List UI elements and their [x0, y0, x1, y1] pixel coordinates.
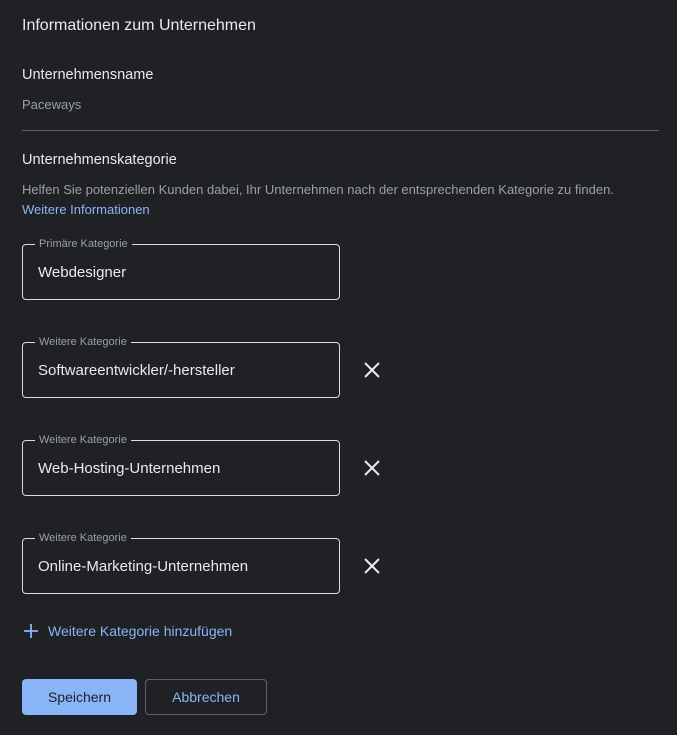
plus-icon: [22, 622, 40, 640]
additional-category-field-1[interactable]: [22, 336, 340, 398]
additional-category-field-2[interactable]: [22, 434, 340, 496]
primary-category-field[interactable]: [22, 238, 340, 300]
category-heading: Unternehmenskategorie: [22, 152, 177, 168]
section-title: Informationen zum Unternehmen: [22, 17, 256, 34]
additional-category-input-3[interactable]: [38, 539, 328, 593]
additional-category-input-1[interactable]: [38, 343, 328, 397]
save-button[interactable]: Speichern: [22, 679, 137, 715]
primary-category-label: Primäre Kategorie: [35, 237, 132, 251]
additional-category-input-2[interactable]: [38, 441, 328, 495]
business-name-value[interactable]: Paceways: [22, 97, 82, 112]
remove-category-button-3[interactable]: [360, 554, 384, 578]
close-icon: [360, 554, 384, 578]
add-category-label: Weitere Kategorie hinzufügen: [48, 623, 233, 639]
business-name-label: Unternehmensname: [22, 67, 154, 83]
more-info-link[interactable]: Weitere Informationen: [22, 202, 150, 217]
cancel-button[interactable]: Abbrechen: [145, 679, 267, 715]
additional-category-label: Weitere Kategorie: [35, 335, 131, 349]
category-help-sentence: Helfen Sie potenziellen Kunden dabei, Ihr Unternehmen nach der entsprechenden Kategorie zu finden.: [22, 182, 614, 197]
category-help-text: [22, 180, 652, 220]
close-icon: [360, 358, 384, 382]
add-category-button[interactable]: [22, 621, 232, 641]
remove-category-button-2[interactable]: [360, 456, 384, 480]
section-divider: [22, 130, 659, 131]
close-icon: [360, 456, 384, 480]
additional-category-label: Weitere Kategorie: [35, 531, 131, 545]
additional-category-label: Weitere Kategorie: [35, 433, 131, 447]
primary-category-input[interactable]: [38, 245, 328, 299]
additional-category-field-3[interactable]: [22, 532, 340, 594]
remove-category-button-1[interactable]: [360, 358, 384, 382]
